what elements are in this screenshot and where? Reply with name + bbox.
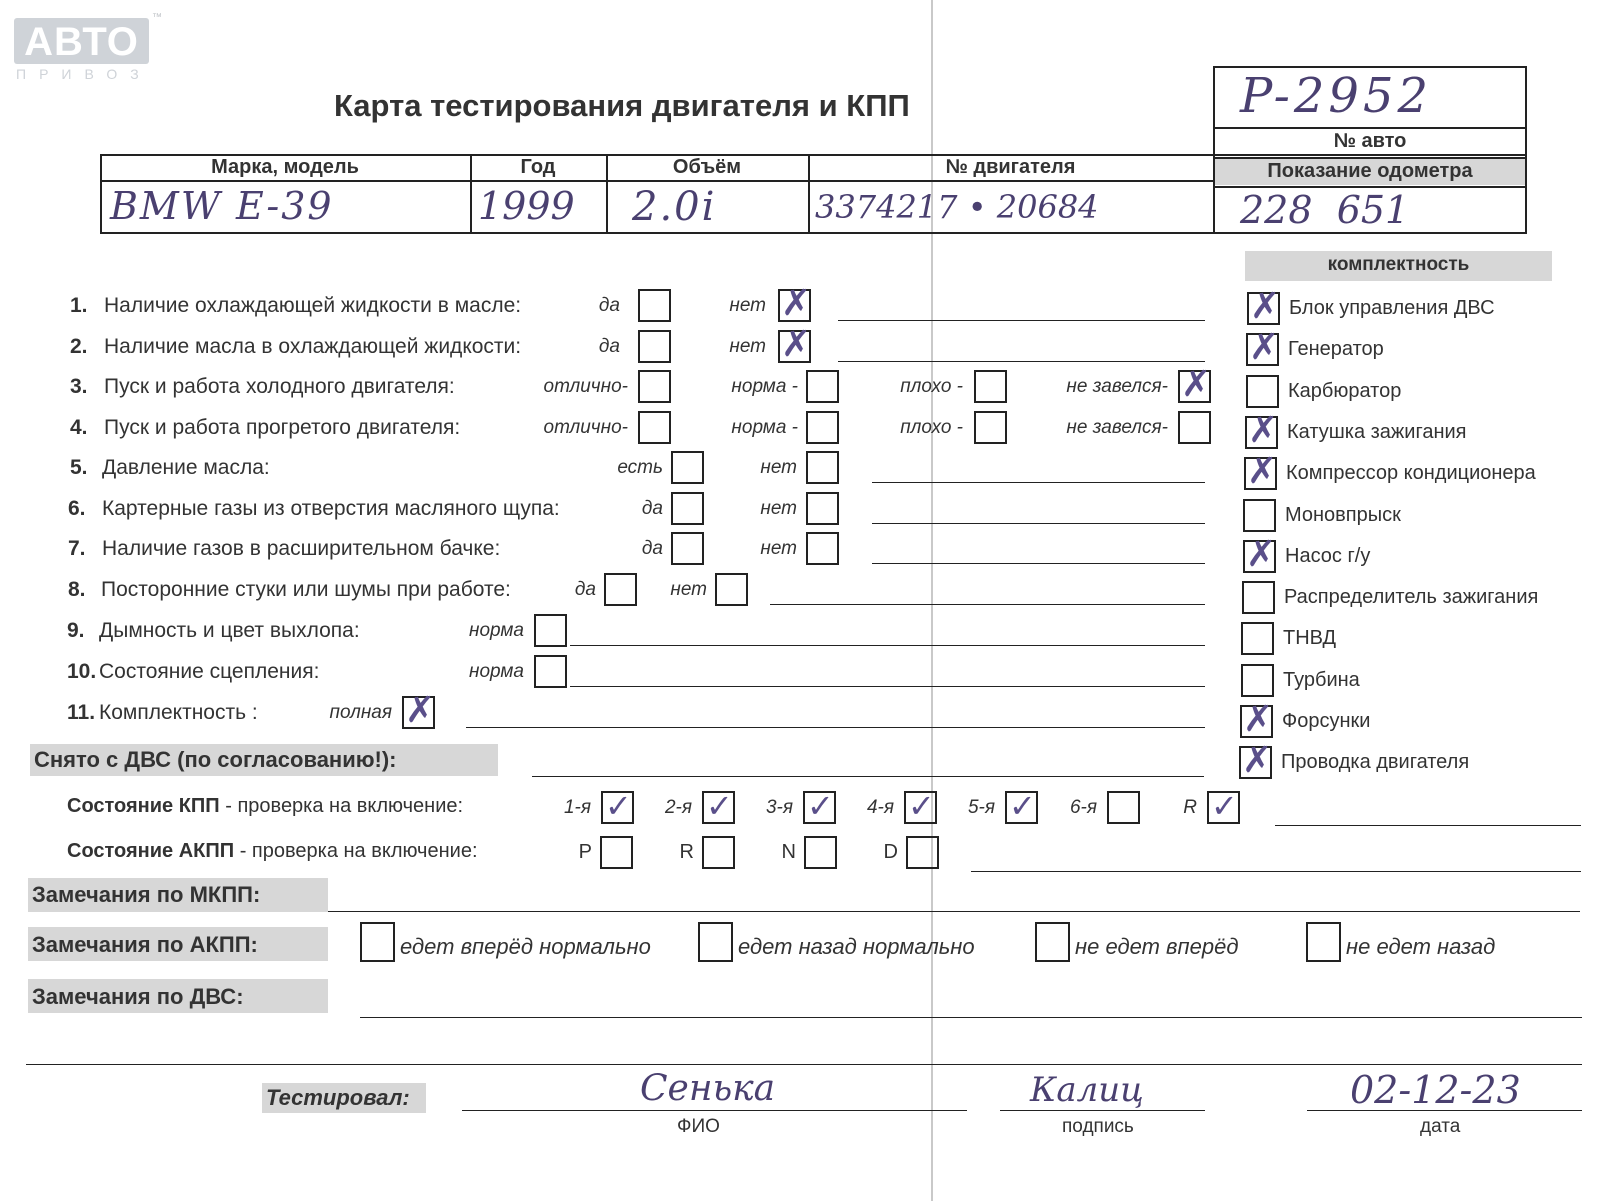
question-2-line <box>838 361 1205 362</box>
question-8-text: Посторонние стуки или шумы при работе: <box>101 578 511 601</box>
remarks-dvs-line-2 <box>26 1064 1582 1065</box>
remarks-dvs-line <box>360 1017 1582 1018</box>
completeness-item-1-checkbox[interactable] <box>1247 292 1280 325</box>
question-7-opt-1-label: да <box>641 538 663 559</box>
question-11-line <box>466 727 1205 728</box>
question-3-opt-3-checkbox[interactable] <box>974 370 1007 403</box>
akpp-mode-2-checkbox[interactable] <box>702 836 735 869</box>
completeness-item-2-checkbox[interactable] <box>1246 333 1279 366</box>
odometer-value: 228 651 <box>1240 188 1410 232</box>
completeness-item-11-label: Форсунки <box>1282 710 1371 732</box>
header-year-label: Год <box>520 156 556 178</box>
question-11-opt-1-checkbox[interactable] <box>402 696 435 729</box>
akpp-remark-2-label: едет назад нормально <box>738 934 975 959</box>
question-3-opt-2-checkbox[interactable] <box>806 370 839 403</box>
auto-number-divider <box>1213 127 1527 129</box>
logo-brand: АВТО <box>24 20 139 64</box>
kpp-gear-6-label: 6-я <box>1069 797 1097 818</box>
question-4-opt-3-checkbox[interactable] <box>974 411 1007 444</box>
akpp-remark-2-checkbox[interactable] <box>698 922 733 962</box>
kpp-gear-4-checkbox[interactable] <box>904 791 937 824</box>
completeness-item-12-checkbox[interactable] <box>1239 746 1272 779</box>
header-brand-label: Марка, модель <box>211 156 359 178</box>
question-1-opt-1-checkbox[interactable] <box>638 289 671 322</box>
akpp-mode-4-label: D <box>883 841 898 863</box>
completeness-title: комплектность <box>1327 254 1470 275</box>
kpp-label-bold: Состояние КПП <box>67 795 220 817</box>
fio-line <box>462 1110 967 1111</box>
completeness-item-3-label: Карбюратор <box>1288 379 1402 402</box>
question-1-text: Наличие охлаждающей жидкости в масле: <box>104 294 522 317</box>
completeness-item-4-label: Катушка зажигания <box>1287 420 1467 443</box>
fio-caption: ФИО <box>677 1116 720 1137</box>
sign-caption: подпись <box>1062 1116 1134 1137</box>
kpp-gear-2-checkbox[interactable] <box>702 791 735 824</box>
page-title: Карта тестирования двигателя и КПП <box>334 88 910 123</box>
kpp-gear-6-checkbox[interactable] <box>1107 791 1140 824</box>
question-9-line <box>570 645 1205 646</box>
remarks-akpp-label: Замечания по АКПП: <box>32 932 258 957</box>
completeness-item-5-checkbox[interactable] <box>1244 457 1277 490</box>
question-10-opt-1-label: норма <box>469 661 524 682</box>
question-9-text: Дымность и цвет выхлопа: <box>99 619 360 642</box>
completeness-item-4-checkbox[interactable] <box>1245 416 1278 449</box>
akpp-line <box>971 871 1581 872</box>
kpp-gear-1-checkbox[interactable] <box>601 791 634 824</box>
header-row-divider <box>100 180 1215 182</box>
question-10-line <box>570 686 1205 687</box>
question-4-opt-2-label: норма - <box>731 417 798 438</box>
akpp-mode-4-checkbox[interactable] <box>906 836 939 869</box>
fio-signature: Сенька <box>640 1068 776 1109</box>
header-engine-label: № двигателя <box>945 156 1076 178</box>
akpp-label <box>67 840 478 863</box>
question-1-opt-2-label: нет <box>729 295 766 316</box>
completeness-item-11-checkbox[interactable] <box>1240 705 1273 738</box>
akpp-remark-3-checkbox[interactable] <box>1035 922 1070 962</box>
akpp-mode-2-label: R <box>679 841 694 863</box>
question-7-num: 7. <box>68 537 86 560</box>
question-3-opt-4-checkbox[interactable] <box>1178 370 1211 403</box>
kpp-label-rest: - проверка на включение: <box>219 795 464 817</box>
question-1-opt-1-label: да <box>598 295 620 316</box>
kpp-gear-3-label: 3-я <box>765 797 793 818</box>
kpp-gear-5-checkbox[interactable] <box>1005 791 1038 824</box>
completeness-item-5-label: Компрессор кондиционера <box>1286 462 1536 485</box>
date-caption: дата <box>1420 1116 1461 1137</box>
question-3-num: 3. <box>70 375 88 398</box>
question-2-text: Наличие масла в охлаждающей жидкости: <box>104 335 522 358</box>
akpp-remark-4-label: не едет назад <box>1346 934 1496 959</box>
akpp-mode-3-label: N <box>781 841 796 863</box>
question-1-line <box>838 320 1205 321</box>
tested-label: Тестировал: <box>266 1085 410 1110</box>
question-3-opt-1-label: отлично- <box>543 376 628 397</box>
kpp-gear-1-label: 1-я <box>563 797 591 818</box>
question-8-opt-2-checkbox[interactable] <box>715 573 748 606</box>
question-8-opt-2-label: нет <box>670 579 707 600</box>
akpp-remark-1-label: едет вперёд нормально <box>400 934 651 959</box>
question-4-opt-1-label: отлично- <box>543 417 628 438</box>
question-3-opt-3-label: плохо - <box>900 376 963 397</box>
logo-sub: ПРИВОЗ <box>16 66 152 82</box>
question-3-opt-4-label: не завелся- <box>1066 376 1168 397</box>
kpp-gear-7-checkbox[interactable] <box>1207 791 1240 824</box>
akpp-mode-1-checkbox[interactable] <box>600 836 633 869</box>
sign-signature: Калиц <box>1030 1070 1144 1110</box>
completeness-item-8-checkbox[interactable] <box>1242 581 1275 614</box>
remarks-dvs-label: Замечания по ДВС: <box>32 984 244 1009</box>
question-2-num: 2. <box>70 335 88 358</box>
question-4-text: Пуск и работа прогретого двигателя: <box>104 416 461 439</box>
question-6-opt-1-checkbox[interactable] <box>671 492 704 525</box>
question-9-num: 9. <box>67 619 85 642</box>
question-7-opt-2-checkbox[interactable] <box>806 532 839 565</box>
question-3-opt-1-checkbox[interactable] <box>638 370 671 403</box>
question-10-num: 10. <box>67 660 97 683</box>
completeness-item-10-label: Турбина <box>1283 668 1360 691</box>
question-5-opt-1-label: есть <box>617 457 663 478</box>
akpp-label-rest: - проверка на включение: <box>234 840 478 862</box>
question-3-opt-2-label: норма - <box>731 376 798 397</box>
question-9-opt-1-checkbox[interactable] <box>534 614 567 647</box>
question-1-opt-2-checkbox[interactable] <box>778 289 811 322</box>
completeness-item-10-checkbox[interactable] <box>1241 664 1274 697</box>
header-volume-label: Объём <box>672 156 742 178</box>
akpp-remark-1-checkbox[interactable] <box>360 922 395 962</box>
logo-tm: ™ <box>152 12 162 23</box>
question-11-opt-1-label: полная <box>329 702 392 723</box>
akpp-mode-1-label: P <box>578 841 592 863</box>
odometer-label: Показание одометра <box>1267 160 1473 182</box>
question-7-text: Наличие газов в расширительном бачке: <box>102 537 501 560</box>
question-6-text: Картерные газы из отверстия масляного щупа: <box>102 497 560 520</box>
question-7-line <box>872 563 1205 564</box>
question-8-num: 8. <box>68 578 86 601</box>
question-6-line <box>872 523 1205 524</box>
kpp-gear-2-label: 2-я <box>664 797 692 818</box>
question-3-text: Пуск и работа холодного двигателя: <box>104 375 455 398</box>
completeness-item-2-label: Генератор <box>1288 338 1384 361</box>
question-6-num: 6. <box>68 497 86 520</box>
completeness-item-6-label: Моновпрыск <box>1285 503 1401 526</box>
question-4-opt-3-label: плохо - <box>900 417 963 438</box>
auto-number-label: № авто <box>1333 130 1407 152</box>
kpp-gear-7-label: R <box>1183 797 1197 818</box>
year-value: 1999 <box>478 184 575 228</box>
completeness-item-3-checkbox[interactable] <box>1246 375 1279 408</box>
kpp-gear-4-label: 4-я <box>866 797 894 818</box>
auto-number-handwritten: P-2952 <box>1240 68 1433 124</box>
question-4-opt-4-checkbox[interactable] <box>1178 411 1211 444</box>
question-11-text: Комплектность : <box>99 701 258 724</box>
question-2-opt-1-checkbox[interactable] <box>638 330 671 363</box>
question-11-num: 11. <box>67 701 96 724</box>
kpp-line <box>1275 825 1581 826</box>
removed-line <box>532 776 1204 777</box>
kpp-gear-3-checkbox[interactable] <box>803 791 836 824</box>
completeness-item-7-label: Насос г/у <box>1285 544 1371 567</box>
question-1-num: 1. <box>70 294 88 317</box>
question-9-opt-1-label: норма <box>469 620 524 641</box>
question-10-text: Состояние сцепления: <box>99 660 320 683</box>
akpp-mode-3-checkbox[interactable] <box>804 836 837 869</box>
question-8-line <box>770 604 1205 605</box>
question-8-opt-1-checkbox[interactable] <box>604 573 637 606</box>
akpp-label-bold: Состояние АКПП <box>67 840 235 862</box>
question-5-opt-2-label: нет <box>760 457 797 478</box>
question-5-text: Давление масла: <box>102 456 270 479</box>
question-5-num: 5. <box>70 456 88 479</box>
question-8-opt-1-label: да <box>574 579 596 600</box>
question-4-num: 4. <box>70 416 88 439</box>
volume-value: 2.0i <box>632 184 717 230</box>
question-6-opt-1-label: да <box>641 498 663 519</box>
remarks-mkpp-line <box>328 911 1580 912</box>
question-5-opt-2-checkbox[interactable] <box>806 451 839 484</box>
question-6-opt-2-checkbox[interactable] <box>806 492 839 525</box>
question-4-opt-2-checkbox[interactable] <box>806 411 839 444</box>
question-4-opt-4-label: не завелся- <box>1066 417 1168 438</box>
completeness-item-1-label: Блок управления ДВС <box>1289 297 1495 319</box>
completeness-item-6-checkbox[interactable] <box>1243 499 1276 532</box>
question-7-opt-2-label: нет <box>760 538 797 559</box>
question-5-line <box>872 482 1205 483</box>
completeness-item-8-label: Распределитель зажигания <box>1284 586 1539 609</box>
sign-line <box>1000 1110 1205 1111</box>
question-2-opt-1-label: да <box>598 336 620 357</box>
completeness-item-9-label: ТНВД <box>1283 627 1337 650</box>
question-10-opt-1-checkbox[interactable] <box>534 655 567 688</box>
question-6-opt-2-label: нет <box>760 498 797 519</box>
engine-number-value: 3374217 • 20684 <box>815 188 1099 226</box>
completeness-item-9-checkbox[interactable] <box>1241 622 1274 655</box>
question-2-opt-2-checkbox[interactable] <box>778 330 811 363</box>
avto-privoz-logo <box>14 18 149 64</box>
completeness-item-7-checkbox[interactable] <box>1243 540 1276 573</box>
kpp-gear-5-label: 5-я <box>967 797 995 818</box>
brand-value: BMW E-39 <box>110 184 334 228</box>
question-5-opt-1-checkbox[interactable] <box>671 451 704 484</box>
removed-label: Снято с ДВС (по согласованию!): <box>34 747 397 772</box>
date-handwritten: 02-12-23 <box>1350 1068 1521 1112</box>
akpp-remark-4-checkbox[interactable] <box>1306 922 1341 962</box>
remarks-mkpp-label: Замечания по МКПП: <box>32 882 261 907</box>
kpp-label <box>67 795 463 818</box>
question-2-opt-2-label: нет <box>729 336 766 357</box>
question-4-opt-1-checkbox[interactable] <box>638 411 671 444</box>
completeness-item-12-label: Проводка двигателя <box>1281 751 1470 774</box>
akpp-remark-3-label: не едет вперёд <box>1075 934 1239 959</box>
header-col-divider-4 <box>1213 154 1215 234</box>
question-7-opt-1-checkbox[interactable] <box>671 532 704 565</box>
